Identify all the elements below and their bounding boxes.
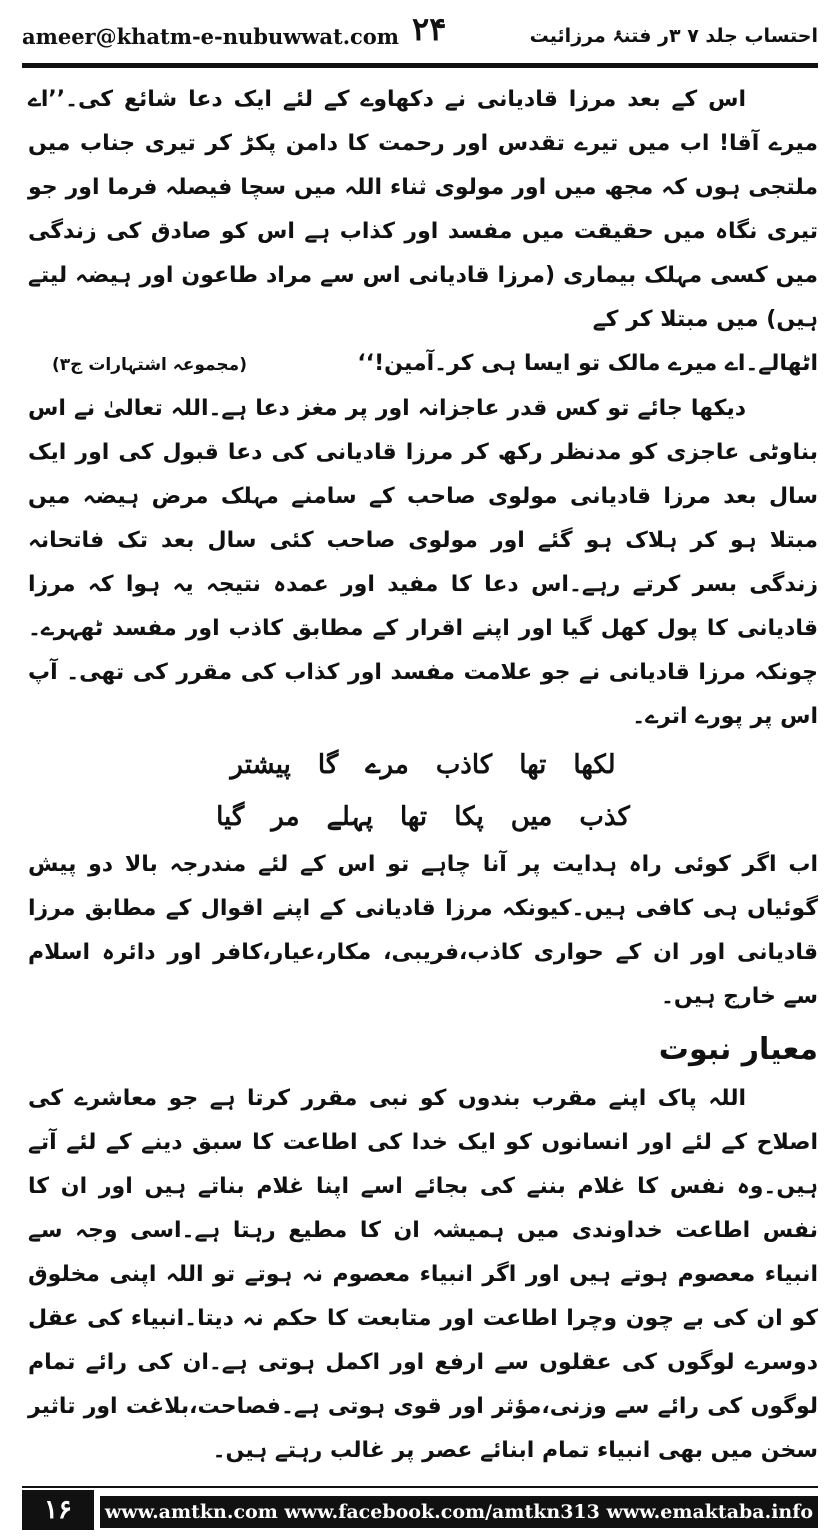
- paragraph-prayer: اس کے بعد مرزا قادیانی نے دکھاوے کے لئے ایک دعا شائع کی۔’’اے میرے آقا! اب میں تیرے تقدس اور رحمت کا دامن پکڑ کر تیری جناب میں ملتجی ہوں کہ مجھ میں اور مولوی ثناء اللہ میں سچا فیصلہ فرما اور جو تیری نگاہ میں حقیقت میں مفسد اور کذاب ہے اس کو صادق کی زندگی میں کسی مہلک بیماری (مرزا قادیانی اس سے مراد طاعون اور ہیضہ لیتے ہیں) میں مبتلا کر کے: [28, 87, 818, 332]
- prayer-closing-line: [28, 342, 818, 387]
- page-body: [28, 78, 818, 1473]
- footer-rule: [22, 1486, 818, 1488]
- page-header: [22, 12, 818, 60]
- header-email[interactable]: ameer@khatm-e-nubuwwat.com: [22, 23, 400, 49]
- paragraph-conclusion: اب اگر کوئی راہ ہدایت پر آنا چاہے تو اس کے لئے مندرجہ بالا دو پیش گوئیاں ہی کافی ہیں۔کیونکہ مرزا قادیانی کے اپنے اقوال کے مطابق مرزا قادیانی اور ان کے حواری کاذب،فریبی، مکار،عیار،کافر اور دائرہ اسلام سے خارج ہیں۔: [28, 852, 818, 1009]
- header-page-number: ۲۴: [412, 10, 447, 48]
- header-title: احتساب جلد ۷ ۳ر فتنۂ مرزائیت: [529, 25, 818, 47]
- section-heading: معیار نبوت: [658, 1032, 818, 1067]
- verse-line-1: لکھا تھا کاذب مرے گا پیشتر: [230, 750, 616, 780]
- prayer-reference: (مجموعہ اشتہارات ج۳): [52, 355, 247, 375]
- header-rule: [22, 63, 818, 68]
- prayer-closing-text: اٹھالے۔اے میرے مالک تو ایسا ہی کر۔آمین!‘‘: [357, 351, 818, 376]
- footer-links[interactable]: www.amtkn.com www.facebook.com/amtkn313 www.emaktaba.info: [100, 1496, 818, 1528]
- footer-page-number: ۱۶: [22, 1490, 94, 1530]
- paragraph-prophethood: اللہ پاک اپنے مقرب بندوں کو نبی مقرر کرتا ہے جو معاشرے کی اصلاح کے لئے اور انسانوں کو ایک خدا کی اطاعت کا سبق دینے کے لئے آتے ہیں۔وہ نفس کا غلام بننے کی بجائے اسے اپنا غلام بناتے ہیں اور ان کا نفس اطاعت خداوندی میں ہمیشہ ان کا مطیع رہتا ہے۔اسی وجہ سے انبیاء معصوم ہوتے ہیں اور اگر انبیاء معصوم نہ ہوتے تو اللہ اپنی مخلوق کو ان کی بے چون وچرا اطاعت اور متابعت کا حکم نہ دیتا۔انبیاء کی عقل دوسرے لوگوں کی عقلوں سے ارفع اور اکمل ہوتی ہے۔ان کی رائے تمام لوگوں کی رائے سے وزنی،مؤثر اور قوی ہوتی ہے۔فصاحت،بلاغت اور تاثیر سخن میں بھی انبیاء تمام ابنائے عصر پر غالب رہتے ہیں۔: [28, 1086, 818, 1463]
- paragraph-outcome: دیکھا جائے تو کس قدر عاجزانہ اور پر مغز دعا ہے۔اللہ تعالیٰ نے اس بناوٹی عاجزی کو مدنظر رکھ کر مرزا قادیانی کی دعا قبول کی اور ایک سال بعد مرزا قادیانی مولوی صاحب کے سامنے مہلک مرض ہیضہ میں مبتلا ہو کر ہلاک ہو گئے اور مولوی صاحب کئی سال بعد تک فاتحانہ زندگی بسر کرتے رہے۔اس دعا کا مفید اور عمدہ نتیجہ یہ ہوا کہ مرزا قادیانی کا پول کھل گیا اور اپنے اقرار کے مطابق کاذب اور مفسد ٹھہرے۔چونکہ مرزا قادیانی نے جو علامت مفسد اور کذاب کی مقرر کی تھی۔ آپ اس پر پورے اترے۔: [28, 396, 818, 729]
- verse-line-2: کذب میں پکا تھا پہلے مر گیا: [216, 802, 630, 832]
